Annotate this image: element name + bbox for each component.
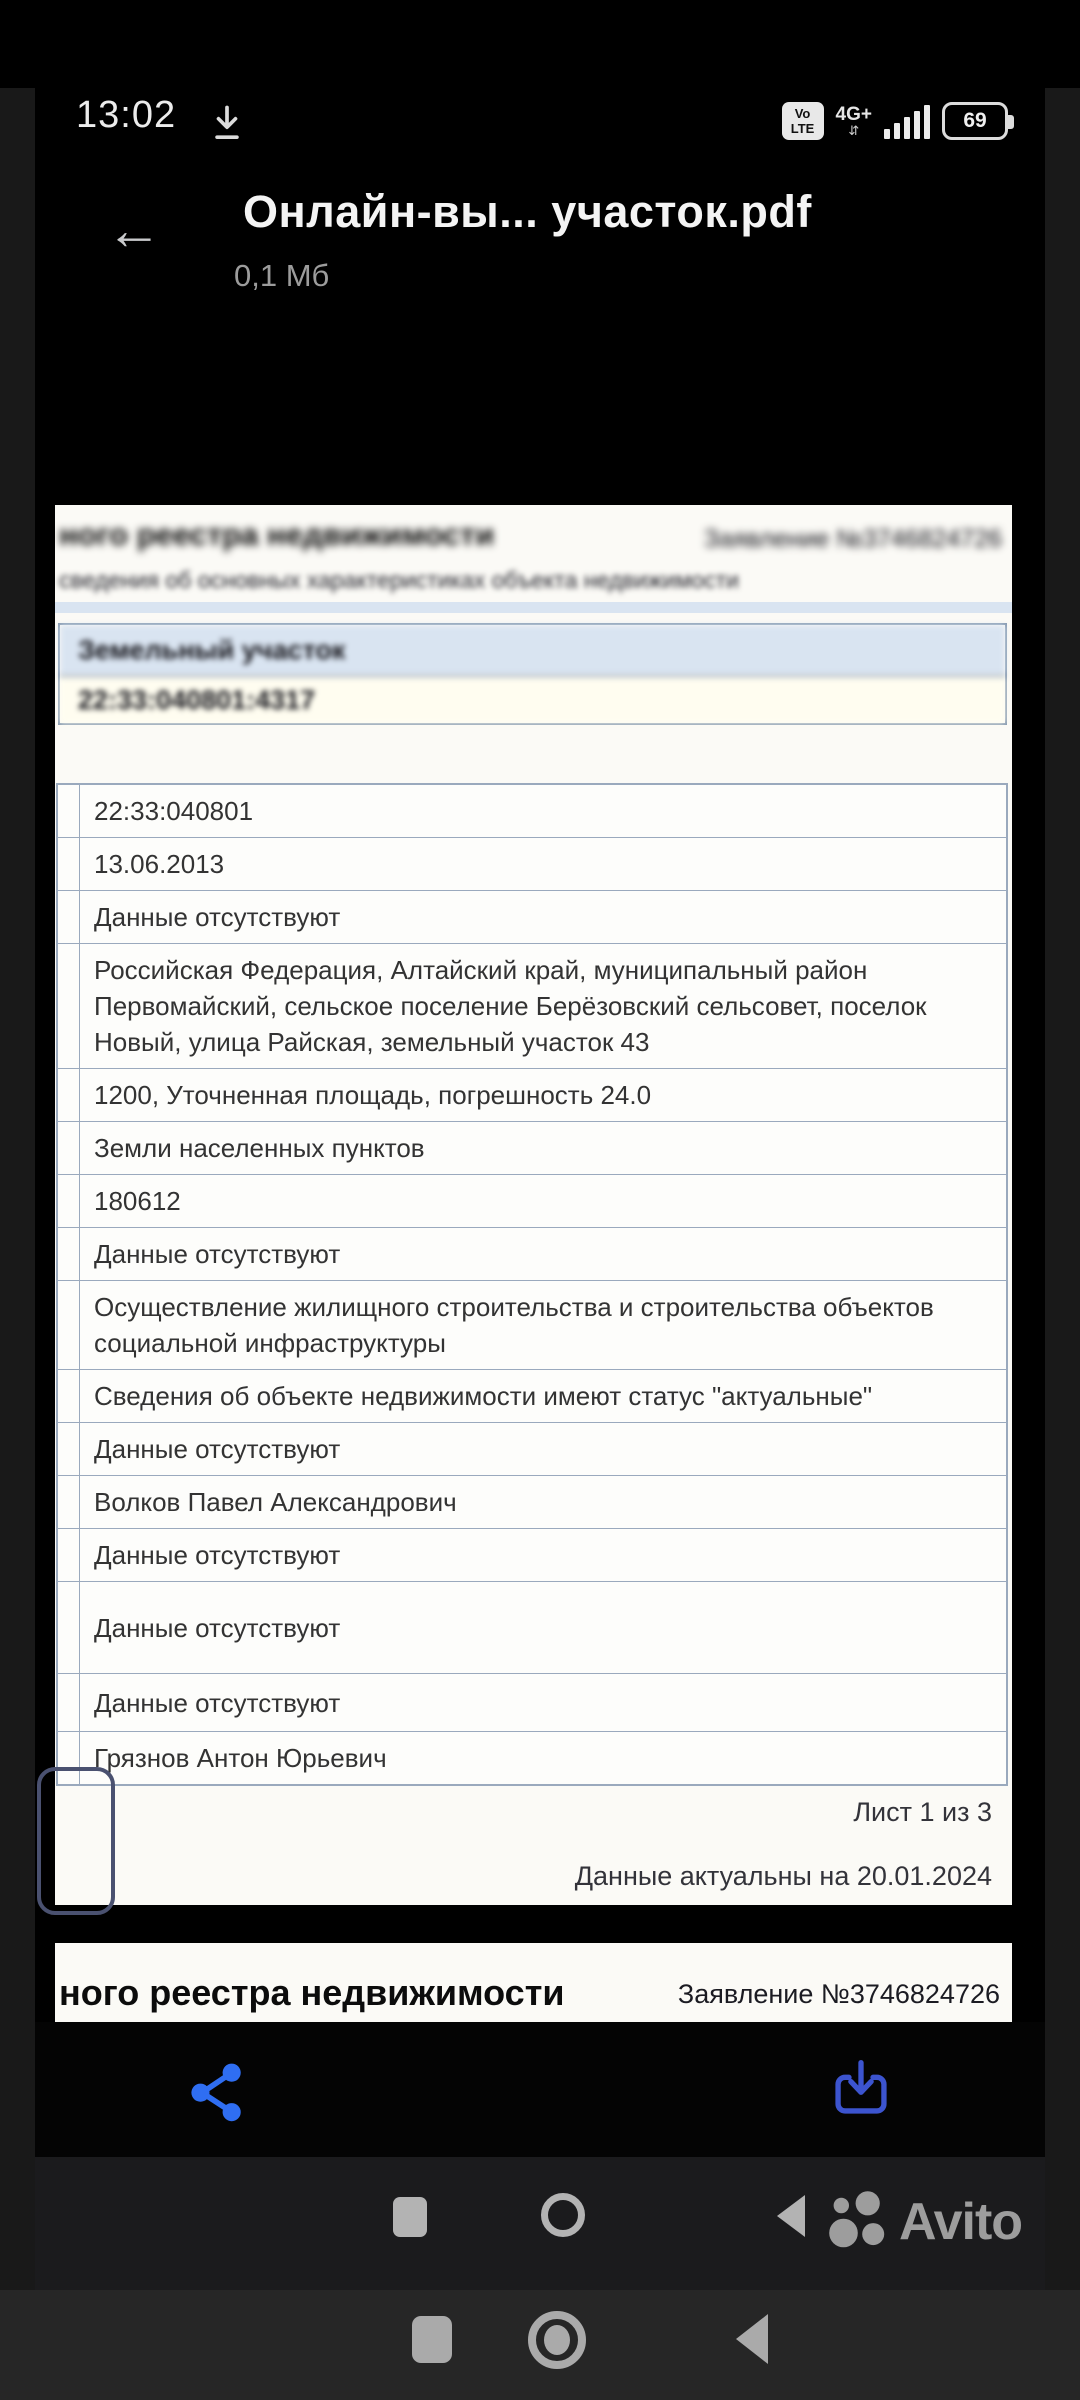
section-band [55,602,1012,613]
row-value: Данные отсутствуют [94,1434,341,1464]
row-value: Данные отсутствуют [94,1540,341,1570]
share-button[interactable] [185,2058,249,2122]
row-gutter [58,1281,80,1369]
table-row [58,1528,1006,1581]
row-gutter [58,891,80,943]
file-size: 0,1 Мб [234,258,330,293]
row-value: Данные отсутствуют [94,902,341,932]
back-triangle-icon[interactable] [736,2314,768,2364]
egrn-table [56,783,1008,1786]
table-row [58,1369,1006,1422]
back-triangle-icon[interactable] [777,2195,805,2237]
row-value: 22:33:040801 [94,796,254,826]
home-circle-icon[interactable] [528,2311,586,2369]
table-row [58,1280,1006,1369]
row-value: Сведения об объекте недвижимости имеют статус "актуальные" [94,1381,873,1411]
row-value: Российская Федерация, Алтайский край, муниципальный район Первомайский, сельское поселение Берёзовский сельсовет, поселок Новый, улица Райская, земельный участок 43 [94,955,927,1057]
battery-icon [942,102,1008,140]
cadastral-number-row: 22:33:040801:4317 [60,675,1005,723]
row-gutter [58,1529,80,1581]
status-time: 13:02 [76,94,177,136]
table-row [58,1121,1006,1174]
object-section-box [58,623,1007,725]
table-row [58,1731,1006,1784]
page1-header-blurred: ного реестра недвижимости [59,517,495,552]
avito-dots-icon [827,2189,893,2255]
row-gutter [58,838,80,890]
home-circle-icon[interactable] [541,2193,585,2237]
volte-icon: Vo LTE [782,102,824,140]
table-row [58,1068,1006,1121]
back-button[interactable]: ← [106,198,162,261]
table-row [58,1581,1006,1673]
row-value: Грязнов Антон Юрьевич [94,1743,387,1773]
row-value: Данные отсутствуют [94,1612,341,1643]
row-gutter [58,1370,80,1422]
pdf-page-1[interactable] [55,505,1012,1905]
row-value: Данные отсутствуют [94,1687,341,1718]
row-gutter [58,1476,80,1528]
page-title: Онлайн-вы... участок.pdf [243,186,812,237]
row-gutter [58,944,80,1068]
battery-level: 69 [963,109,987,132]
table-row [58,1174,1006,1227]
row-value: Волков Павел Александрович [94,1487,457,1517]
signal-strength-icon [884,103,930,139]
table-row [58,785,1006,837]
left-frame-gutter [0,88,35,2290]
recents-square-icon[interactable] [393,2197,427,2237]
avito-nav-bar [35,2157,1045,2290]
row-gutter [58,1423,80,1475]
pdf-page-2[interactable] [55,1943,1012,2022]
page2-header: ного реестра недвижимости [59,1972,565,2013]
row-value: 180612 [94,1186,181,1216]
table-row [58,1475,1006,1528]
table-row [58,837,1006,890]
table-row [58,1422,1006,1475]
table-row [58,1673,1006,1731]
download-tray-icon [829,2056,893,2120]
table-row [58,1227,1006,1280]
network-type: 4G+ ⇵ [835,104,872,138]
row-value: Данные отсутствуют [94,1239,341,1269]
row-gutter [58,785,80,837]
sheet-counter: Лист 1 из 3 [853,1797,992,1827]
row-gutter [58,1582,80,1673]
row-gutter [58,1069,80,1121]
row-value: Земли населенных пунктов [94,1133,425,1163]
data-actuality-date: Данные актуальны на 20.01.2024 [574,1861,992,1891]
recents-square-icon[interactable] [412,2316,452,2363]
table-row [58,943,1006,1068]
page1-request-number-blurred: Заявление №3746824726 [703,525,1002,553]
page2-request-number: Заявление №3746824726 [677,1979,1000,2009]
pdf-toolbar [35,2022,1045,2157]
share-icon [185,2058,249,2122]
row-value: 1200, Уточненная площадь, погрешность 24.0 [94,1080,652,1110]
download-button[interactable] [829,2056,893,2120]
avito-wordmark: Avito [899,2193,1023,2251]
row-value: 13.06.2013 [94,849,225,879]
page1-subheader-blurred: сведения об основных характеристиках объекта недвижимости [59,567,739,593]
status-icons [782,102,1008,140]
plan-outline-box [37,1767,115,1915]
row-value: Осуществление жилищного строительства и строительства объектов социальной инфраструктуры [94,1292,934,1358]
table-row [58,890,1006,943]
row-gutter [58,1175,80,1227]
download-arrow-icon [210,104,244,147]
system-nav-bar [0,2290,1080,2400]
row-gutter [58,1674,80,1731]
right-frame-gutter [1045,88,1080,2290]
avito-logo [827,2189,1022,2255]
section-title-row: Земельный участок [60,625,1005,675]
row-gutter [58,1122,80,1174]
row-gutter [58,1228,80,1280]
